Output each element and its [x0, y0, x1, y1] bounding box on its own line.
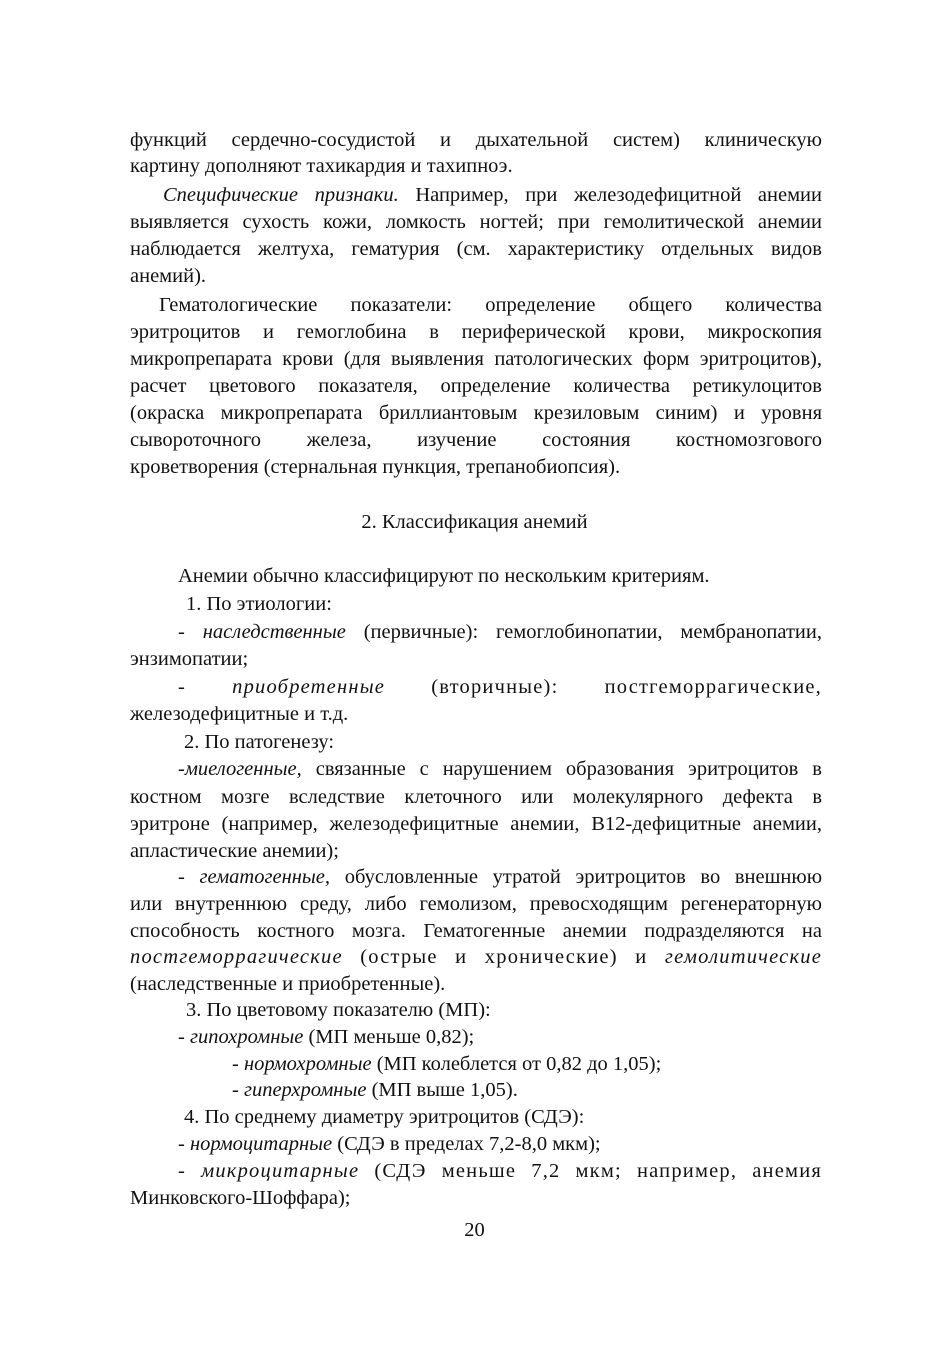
text-line: апластические анемии); [130, 840, 339, 862]
list-item [178, 864, 822, 890]
italic-term: гемолитические [664, 946, 822, 968]
list-item [178, 619, 822, 645]
dash: - [178, 1133, 190, 1155]
list-item [232, 1051, 822, 1077]
italic-term: гипохромные [189, 1026, 304, 1048]
section-heading: 2. Классификация анемий [361, 511, 588, 533]
criterion-title: 1. По этиологии: [186, 593, 332, 615]
text-line: костном мозге вследствие клеточного или молекулярного дефекта в [130, 786, 822, 808]
text-line: способность костного мозга. Гематогенные анемии подразделяются на [130, 920, 822, 942]
text-line: энзимопатии; [130, 648, 249, 670]
dash: - [232, 1079, 244, 1101]
page-number: 20 [464, 1219, 485, 1241]
text-line: расчет цветового показателя, определение количества ретикулоцитов [130, 375, 822, 397]
text-line: Гематологические показатели: определение общего количества [159, 294, 822, 316]
italic-term: микроцитарные [201, 1160, 360, 1182]
italic-term: нормоцитарные [189, 1133, 333, 1155]
text-span: (первичные): гемоглобинопатии, мембранопатии, [345, 621, 822, 643]
text-line: эритроне (например, железодефицитные анемии, В12-дефицитные анемии, [130, 813, 822, 835]
text-line: эритроцитов и гемоглобина в периферической крови, микроскопия [130, 321, 822, 343]
text-line: (окраска микропрепарата бриллиантовым крезиловым синим) и уровня [130, 402, 822, 424]
text-line: кроветворения (стернальная пункция, трепанобиопсия). [130, 456, 621, 478]
text-span: (СДЭ меньше 7,2 мкм; например, анемия [359, 1160, 822, 1182]
dash: - [178, 1160, 202, 1182]
text-span: (МП колеблется от 0,82 до 1,05); [371, 1053, 662, 1075]
italic-term: нормохромные [243, 1053, 372, 1075]
text-span: Например, при железодефицитной анемии [398, 184, 822, 206]
criterion-title: 2. По патогенезу: [184, 731, 335, 753]
text-span: связанные с нарушением образования эритроцитов в [301, 758, 822, 780]
text-span: (СДЭ в пределах 7,2-8,0 мкм); [332, 1133, 601, 1155]
text-line: картину дополняют тахикардия и тахипноэ. [130, 155, 513, 177]
italic-term: миелогенные, [184, 758, 302, 780]
text-span: постгеморрагические, [604, 676, 822, 698]
text-line: или внутреннюю среду, либо гемолизом, превосходящим регенераторную [130, 893, 822, 915]
italic-term: наследственные [202, 621, 346, 643]
list-item [178, 1158, 822, 1184]
text-line [163, 182, 822, 208]
list-item [178, 1024, 822, 1050]
italic-term: постгеморрагические [130, 946, 343, 968]
text-span: (острые и хронические) и [342, 946, 665, 968]
text-span: (МП меньше 0,82); [303, 1026, 475, 1048]
text-line: (наследственные и приобретенные). [130, 973, 446, 995]
text-line: Минковского-Шоффара); [130, 1187, 351, 1209]
text-line: наблюдается желтуха, гематурия (см. характеристику отдельных видов [130, 238, 822, 260]
text-span: обусловленные утратой эритроцитов во внешнюю [330, 866, 823, 888]
text-line [130, 944, 822, 970]
list-item [178, 1131, 822, 1157]
text-line: железодефицитные и т.д. [130, 703, 349, 725]
text-line: Анемии обычно классифицируют по нескольким критериям. [178, 565, 710, 587]
text-span: (вторичные): [431, 676, 559, 698]
italic-term: гематогенные, [199, 866, 331, 888]
text-line: сывороточного железа, изучение состояния костномозгового [130, 429, 822, 451]
dash: - [178, 866, 200, 888]
dash: - [178, 758, 185, 780]
text-line: выявляется сухость кожи, ломкость ногтей; при гемолитической анемии [130, 211, 822, 233]
italic-term: Специфические признаки. [163, 184, 399, 206]
dash: - [178, 1026, 190, 1048]
text-line: анемий). [130, 265, 207, 287]
text-span: (МП выше 1,05). [366, 1079, 518, 1101]
italic-term: гиперхромные [243, 1079, 367, 1101]
list-item [232, 1077, 822, 1103]
dash: - [232, 1053, 244, 1075]
dash: - [178, 621, 203, 643]
italic-term: приобретенные [232, 676, 386, 698]
criterion-title: 3. По цветовому показателю (МП): [186, 999, 491, 1021]
dash: - [178, 676, 187, 698]
criterion-title: 4. По среднему диаметру эритроцитов (СДЭ): [184, 1106, 585, 1128]
list-item [178, 756, 822, 782]
list-item [178, 674, 822, 700]
text-line: микропрепарата крови (для выявления патологических форм эритроцитов), [130, 348, 822, 370]
text-line: функций сердечно-сосудистой и дыхательной систем) клиническую [130, 129, 822, 151]
